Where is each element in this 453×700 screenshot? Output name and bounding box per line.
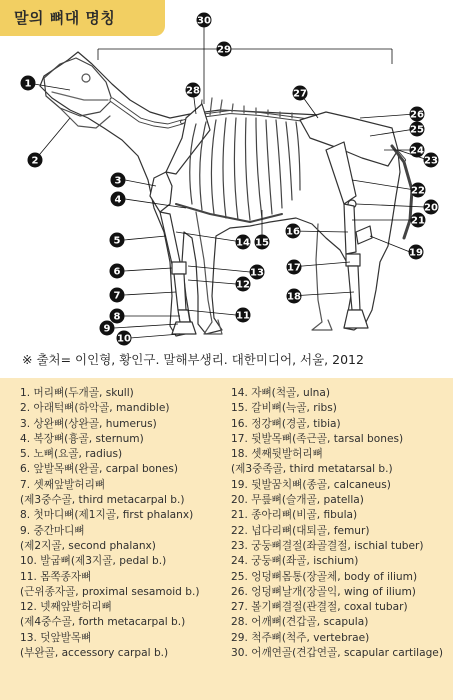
legend-item: 16. 정강뼈(경골, tibia) xyxy=(231,417,341,430)
callout-2 xyxy=(28,153,43,168)
legend-item: 14. 자뼈(척골, ulna) xyxy=(231,387,331,399)
legend-item: 15. 갈비뼈(늑골, ribs) xyxy=(231,402,337,415)
callout-11-label: 11 xyxy=(236,310,250,322)
legend-item: (근위종자골, proximal sesamoid b.) xyxy=(20,585,200,598)
tibia xyxy=(344,204,356,254)
callout-7 xyxy=(110,288,125,303)
legend-item: 30. 어깨연골(견갑연골, scapular cartilage) xyxy=(231,647,443,660)
callout-30-label: 30 xyxy=(197,15,211,27)
legend-right-column xyxy=(231,386,443,661)
callout-22 xyxy=(411,183,426,198)
callout-28 xyxy=(186,83,201,98)
legend-item: 26. 엉덩뼈날개(장골익, wing of ilium) xyxy=(231,585,416,598)
callout-4-label: 4 xyxy=(114,194,122,206)
legend-item: (제2지골, second phalanx) xyxy=(20,539,156,552)
callout-15 xyxy=(255,235,270,250)
calcaneus xyxy=(356,226,372,244)
callout-16 xyxy=(286,224,301,239)
callout-27 xyxy=(293,86,308,101)
callout-13 xyxy=(250,265,265,280)
legend-item: 5. 노뼈(요골, radius) xyxy=(20,448,123,461)
callout-28-label: 28 xyxy=(186,85,200,97)
pelvis xyxy=(300,112,398,166)
callout-21-label: 21 xyxy=(411,215,425,227)
legend-item: 28. 어깨뼈(견갑골, scapula) xyxy=(231,616,369,629)
legend-item: 13. 덧앞발목뼈 xyxy=(20,631,92,644)
legend-left-column xyxy=(20,386,199,661)
callout-24-label: 24 xyxy=(410,145,424,157)
legend-item: 27. 볼기뼈결절(관결절, coxal tubar) xyxy=(231,601,408,614)
callout-11 xyxy=(236,308,251,323)
callout-27-label: 27 xyxy=(293,88,307,100)
callout-5 xyxy=(110,233,125,248)
legend-item: 29. 척주뼈(척주, vertebrae) xyxy=(231,631,370,644)
legend-item: 6. 앞발목뼈(완골, carpal bones) xyxy=(20,463,179,476)
callout-21 xyxy=(411,213,426,228)
callout-18-label: 18 xyxy=(287,291,301,303)
callout-1 xyxy=(21,76,36,91)
callout-24 xyxy=(410,143,425,158)
legend-item: 4. 복장뼈(흉골, sternum) xyxy=(20,432,144,445)
legend-item: 7. 셋째앞발허리뼈 xyxy=(20,478,106,491)
legend-item: 3. 상완뼈(상완골, humerus) xyxy=(20,417,157,430)
page-title: 말의 뼈대 명칭 xyxy=(14,9,116,27)
callout-19-label: 19 xyxy=(409,247,423,259)
legend-item: 8. 첫마디뼈(제1지골, first phalanx) xyxy=(20,509,194,522)
callout-29 xyxy=(217,42,232,57)
callout-30 xyxy=(197,13,212,28)
callout-1-label: 1 xyxy=(24,78,32,90)
legend-item: 24. 궁둥뼈(좌골, ischium) xyxy=(231,555,359,568)
callout-17-label: 17 xyxy=(287,262,301,274)
legend-item: 19. 뒷발꿈치뼈(종골, calcaneus) xyxy=(231,478,391,491)
callout-15-label: 15 xyxy=(255,237,269,249)
legend-item: (부완골, accessory carpal b.) xyxy=(20,647,169,660)
callout-25 xyxy=(410,122,425,137)
hind-hoof xyxy=(344,310,368,328)
callout-20-label: 20 xyxy=(424,202,438,214)
legend-item: 17. 뒷발목뼈(족근골, tarsal bones) xyxy=(231,432,404,445)
callout-23 xyxy=(424,153,439,168)
callout-3 xyxy=(111,173,126,188)
callout-4 xyxy=(111,192,126,207)
callout-5-label: 5 xyxy=(113,235,121,247)
legend-item: 22. 넙다리뼈(대퇴골, femur) xyxy=(231,524,370,537)
legend-item: (제4중수골, forth metacarpal b.) xyxy=(20,616,186,629)
callout-14 xyxy=(236,235,251,250)
legend-item: (제3중족골, third metatarsal b.) xyxy=(231,463,393,476)
callout-12-label: 12 xyxy=(236,279,250,291)
callout-29-label: 29 xyxy=(217,44,231,56)
callout-22-label: 22 xyxy=(411,185,425,197)
tail-vertebrae xyxy=(392,146,412,238)
radius xyxy=(160,212,180,264)
callout-20 xyxy=(424,200,439,215)
callout-17 xyxy=(287,260,302,275)
legend-item: 10. 발굽뼈(제3지골, pedal b.) xyxy=(20,555,167,568)
carpal-bones xyxy=(172,262,186,274)
sternum xyxy=(176,204,282,222)
legend-item: 1. 머리뼈(두개골, skull) xyxy=(20,387,134,399)
callouts xyxy=(21,13,439,346)
legend-item: 21. 종아리뼈(비골, fibula) xyxy=(231,509,358,522)
callout-26 xyxy=(410,107,425,122)
callout-19 xyxy=(409,245,424,260)
callout-16-label: 16 xyxy=(286,226,300,238)
legend-item: 9. 중간마디뼈 xyxy=(20,524,85,537)
callout-13-label: 13 xyxy=(250,267,264,279)
legend-item: 2. 아래턱뼈(하악골, mandible) xyxy=(20,402,170,415)
callout-12 xyxy=(236,277,251,292)
callout-8-label: 8 xyxy=(113,311,121,323)
callout-26-label: 26 xyxy=(410,109,424,121)
legend-item: 25. 엉덩뼈몸통(장골체, body of ilium) xyxy=(231,570,418,583)
legend-item: (제3중수골, third metacarpal b.) xyxy=(20,494,185,507)
callout-10-label: 10 xyxy=(117,333,131,345)
legend-item: 20. 무릎뼈(슬개골, patella) xyxy=(231,494,364,507)
legend-item: 12. 넷째앞발허리뼈 xyxy=(20,601,112,614)
callout-18 xyxy=(287,289,302,304)
tarsal-bones xyxy=(346,254,360,266)
callout-3-label: 3 xyxy=(114,175,122,187)
callout-10 xyxy=(117,331,132,346)
title-tab xyxy=(0,0,165,36)
callout-23-label: 23 xyxy=(424,155,438,167)
callout-25-label: 25 xyxy=(410,124,424,136)
callout-9-label: 9 xyxy=(103,323,111,335)
legend-item: 23. 궁둥뼈결절(좌골결절, ischial tuber) xyxy=(231,539,424,552)
legend-item: 18. 셋째뒷발허리뼈 xyxy=(231,448,323,461)
source-citation: ※ 출처= 이인형, 황인구. 말해부생리. 대한미디어, 서울, 2012 xyxy=(22,352,364,367)
callout-6 xyxy=(110,264,125,279)
callout-7-label: 7 xyxy=(113,290,121,302)
callout-9 xyxy=(100,321,115,336)
callout-2-label: 2 xyxy=(31,155,39,167)
callout-8 xyxy=(110,309,125,324)
legend-item: 11. 몸쪽종자뼈 xyxy=(20,570,92,583)
callout-14-label: 14 xyxy=(236,237,250,249)
callout-6-label: 6 xyxy=(113,266,121,278)
